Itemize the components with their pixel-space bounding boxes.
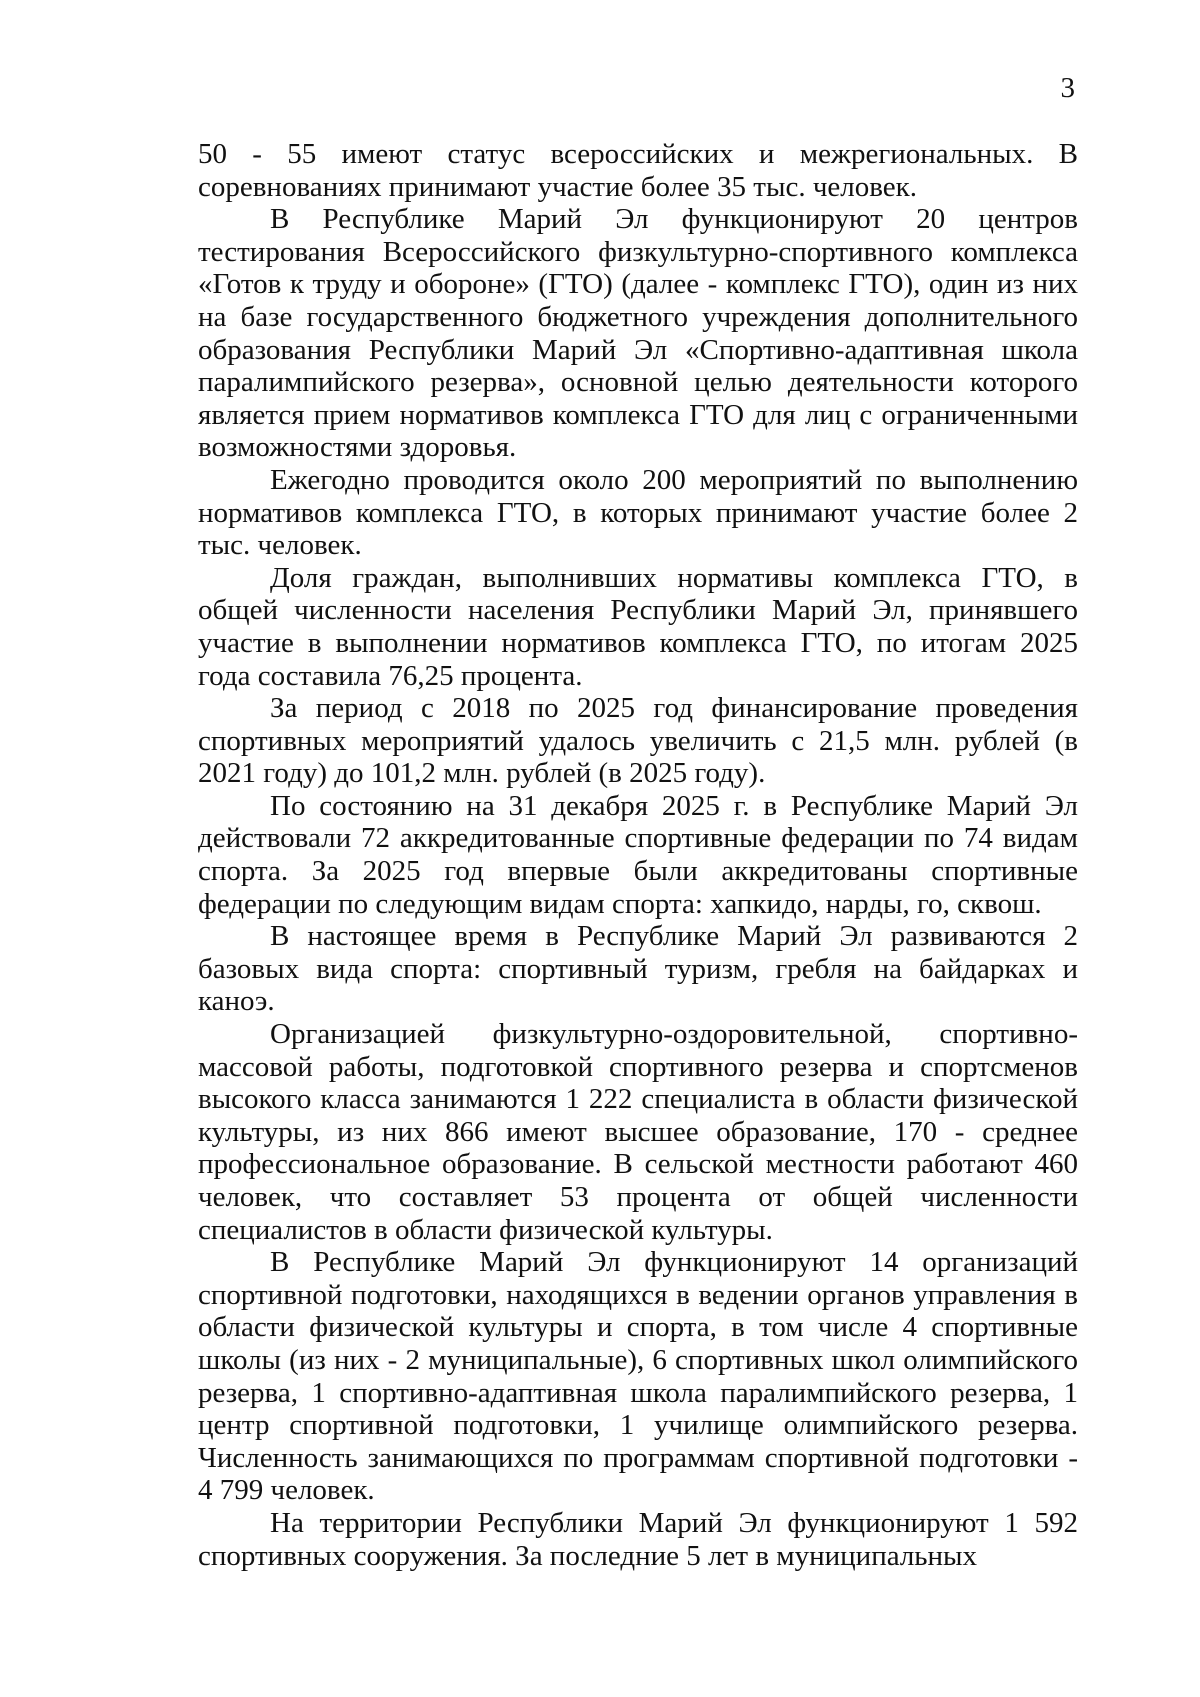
paragraph-base-sports: В настоящее время в Республике Марий Эл развиваются 2 базовых вида спорта: спортивный туризм, гребля на байдарках и каноэ.	[198, 920, 1078, 1018]
paragraph-sports-facilities: На территории Республики Марий Эл функционируют 1 592 спортивных сооружения. За последние 5 лет в муниципальных	[198, 1506, 1078, 1572]
paragraph-funding: За период с 2018 по 2025 год финансирование проведения спортивных мероприятий удалось увеличить с 21,5 млн. рублей (в 2021 году) до 101,2 млн. рублей (в 2025 году).	[198, 692, 1078, 790]
document-body	[198, 138, 1078, 1572]
paragraph-sports-organizations: В Республике Марий Эл функционируют 14 организаций спортивной подготовки, находящихся в ведении органов управления в области физической культуры и спорта, в том числе 4 спортивные школы (из них - 2 муниципальные), 6 спортивных школ олимпийского резерва, 1 спортивно-адаптивная школа паралимпийского резерва, 1 центр спортивной подготовки, 1 училище олимпийского резерва. Численность занимающихся по программам спортивной подготовки - 4 799 человек.	[198, 1246, 1078, 1507]
paragraph-gto-events: Ежегодно проводится около 200 мероприятий по выполнению нормативов комплекса ГТО, в которых принимают участие более 2 тыс. человек.	[198, 463, 1078, 562]
paragraph-gto-testing-centers: В Республике Марий Эл функционируют 20 центров тестирования Всероссийского физкультурно-спортивного комплекса «Готов к труду и обороне» (ГТО) (далее - комплекс ГТО), один из них на базе государственного бюджетного учреждения дополнительного образования Республики Марий Эл «Спортивно-адаптивная школа паралимпийского резерва», основной целью деятельности которого является прием нормативов комплекса ГТО для лиц с ограниченными возможностями здоровья.	[198, 203, 1078, 464]
page-number: 3	[1060, 72, 1075, 104]
paragraph-specialists: Организацией физкультурно-оздоровительной, спортивно-массовой работы, подготовкой спортивного резерва и спортсменов высокого класса занимаются 1 222 специалиста в области физической культуры, из них 866 имеют высшее образование, 170 - среднее профессиональное образование. В сельской местности работают 460 человек, что составляет 53 процента от общей численности специалистов в области физической культуры.	[198, 1018, 1078, 1246]
paragraph-sports-federations: По состоянию на 31 декабря 2025 г. в Республике Марий Эл действовали 72 аккредитованные спортивные федерации по 74 видам спорта. За 2025 год впервые были аккредитованы спортивные федерации по следующим видам спорта: хапкидо, нарды, го, сквош.	[198, 789, 1078, 920]
paragraph-competitions-continuation: 50 - 55 имеют статус всероссийских и межрегиональных. В соревнованиях принимают участие более 35 тыс. человек.	[198, 138, 1078, 203]
paragraph-gto-share: Доля граждан, выполнивших нормативы комплекса ГТО, в общей численности населения Республики Марий Эл, принявшего участие в выполнении нормативов комплекса ГТО, по итогам 2025 года составила 76,25 процента.	[198, 561, 1078, 692]
